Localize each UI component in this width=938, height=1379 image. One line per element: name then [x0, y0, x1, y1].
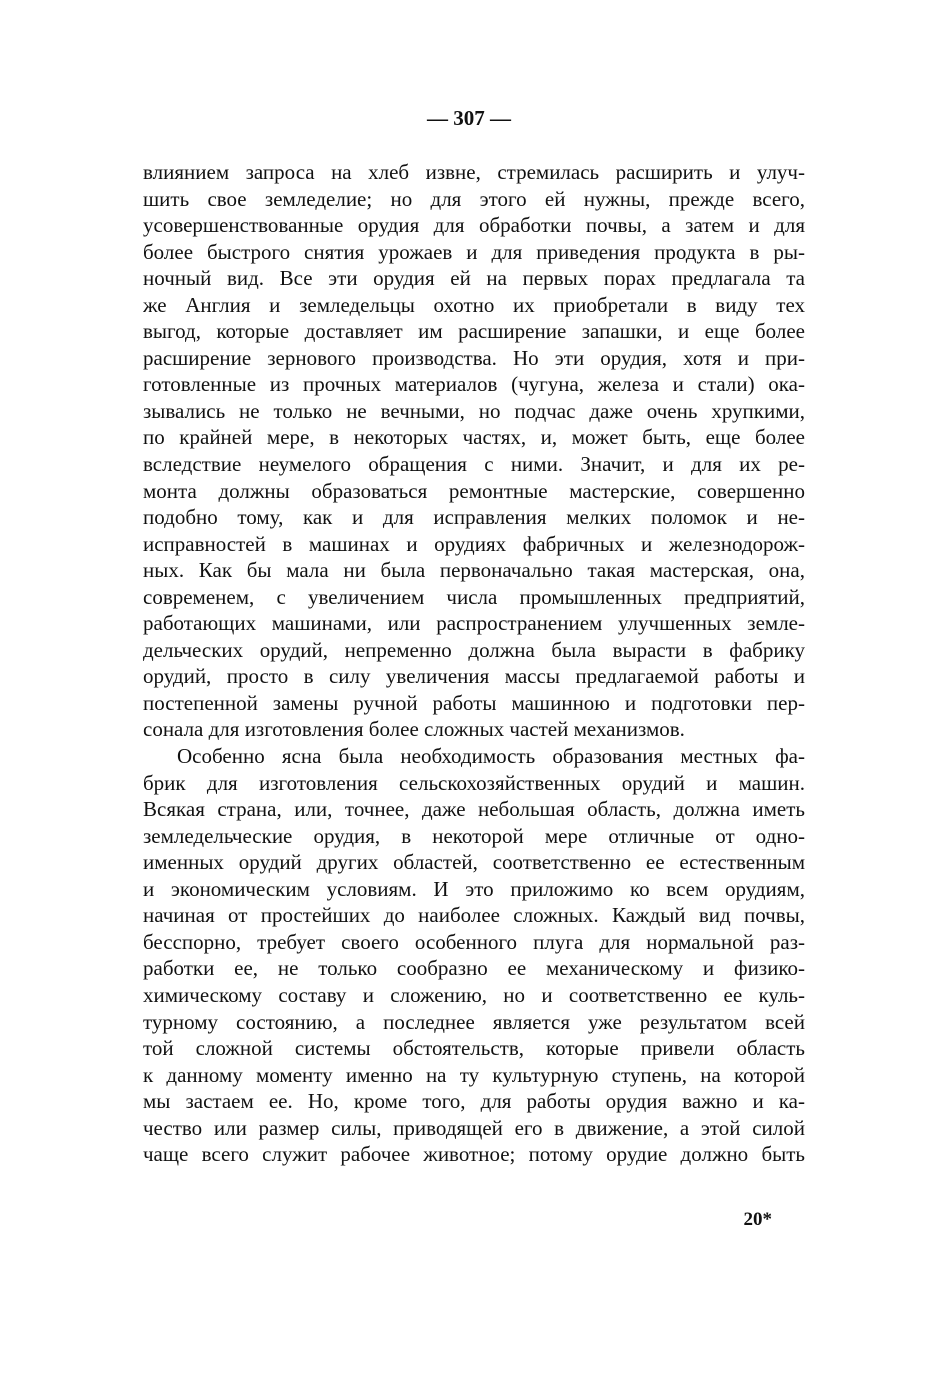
text-line-9: готовленные из прочных материалов (чугуна, железа и стали) ока- — [143, 372, 805, 397]
text-line-21: постепенной замены ручной работы машинною и подготовки пер- — [143, 690, 805, 715]
text-line-16: ных. Как бы мала ни была первоначально такая мастерская, она, — [143, 558, 805, 583]
text-line-2: шить свое земледелие; но для этого ей нужны, прежде всего, — [143, 186, 805, 211]
text-line-32: химическому составу и сложению, но и соответственно ее куль- — [143, 982, 805, 1007]
text-line-24: брик для изготовления сельскохозяйственных орудий и машин. — [143, 770, 805, 795]
text-line-34: той сложной системы обстоятельств, которые привели область — [143, 1036, 805, 1061]
text-line-22: сонала для изготовления более сложных частей механизмов. — [143, 717, 685, 742]
text-line-37: чество или размер силы, приводящей его в движение, а этой силой — [143, 1115, 805, 1140]
signature-mark: 20* — [743, 1209, 772, 1230]
text-line-8: расширение зернового производства. Но эти орудия, хотя и при- — [143, 345, 805, 370]
text-line-30: бесспорно, требует своего особенного плуга для нормальной раз- — [143, 929, 805, 954]
text-line-3: усовершенствованные орудия для обработки почвы, а затем и для — [143, 213, 805, 238]
text-line-28: и экономическим условиям. И это приложимо ко всем орудиям, — [143, 876, 805, 901]
text-line-4: более быстрого снятия урожаев и для приведения продукта в ры- — [143, 239, 805, 264]
text-line-6: же Англия и земледельцы охотно их приобретали в виду тех — [143, 292, 805, 317]
text-line-38: чаще всего служит рабочее животное; потому орудие должно быть — [143, 1142, 805, 1167]
body-text — [143, 159, 805, 1168]
text-line-23: Особенно ясна была необходимость образования местных фа- — [177, 744, 805, 769]
text-line-33: турному состоянию, а последнее является уже результатом всей — [143, 1009, 805, 1034]
text-line-17: современем, с увеличением числа промышленных предприятий, — [143, 584, 805, 609]
text-line-13: монта должны образоваться ремонтные мастерские, совершенно — [143, 478, 805, 503]
text-line-18: работающих машинами, или распространением улучшенных земле- — [143, 611, 805, 636]
text-line-1: влиянием запроса на хлеб извне, стремилась расширить и улуч- — [143, 160, 805, 184]
text-line-29: начиная от простейших до наиболее сложных. Каждый вид почвы, — [143, 903, 805, 928]
text-line-12: вследствие неумелого обращения с ними. Значит, и для их ре- — [143, 452, 805, 477]
text-line-27: именных орудий других областей, соответственно ее естественным — [143, 850, 805, 875]
text-line-15: исправностей в машинах и орудиях фабричных и железнодорож- — [143, 531, 805, 556]
page-number: — 307 — — [427, 106, 511, 130]
text-line-7: выгод, которые доставляет им расширение запашки, и еще более — [143, 319, 805, 344]
text-line-19: дельческих орудий, непременно должна была вырасти в фабрику — [143, 637, 805, 662]
text-line-14: подобно тому, как и для исправления мелких поломок и не- — [143, 505, 805, 530]
text-line-26: земледельческие орудия, в некоторой мере отличные от одно- — [143, 823, 805, 848]
text-line-20: орудий, просто в силу увеличения массы предлагаемой работы и — [143, 664, 805, 689]
text-line-36: мы застаем ее. Но, кроме того, для работы орудия важно и ка- — [143, 1089, 805, 1114]
text-line-25: Всякая страна, или, точнее, даже небольшая область, должна иметь — [143, 797, 805, 822]
text-line-11: по крайней мере, в некоторых частях, и, может быть, еще более — [143, 425, 805, 450]
text-line-35: к данному моменту именно на ту культурную ступень, на которой — [143, 1062, 805, 1087]
text-line-5: ночный вид. Все эти орудия ей на первых порах предлагала та — [143, 266, 805, 291]
text-line-10: зывались не только не вечными, но подчас даже очень хрупкими, — [143, 398, 805, 423]
text-line-31: работки ее, не только сообразно ее механическому и физико- — [143, 956, 805, 981]
